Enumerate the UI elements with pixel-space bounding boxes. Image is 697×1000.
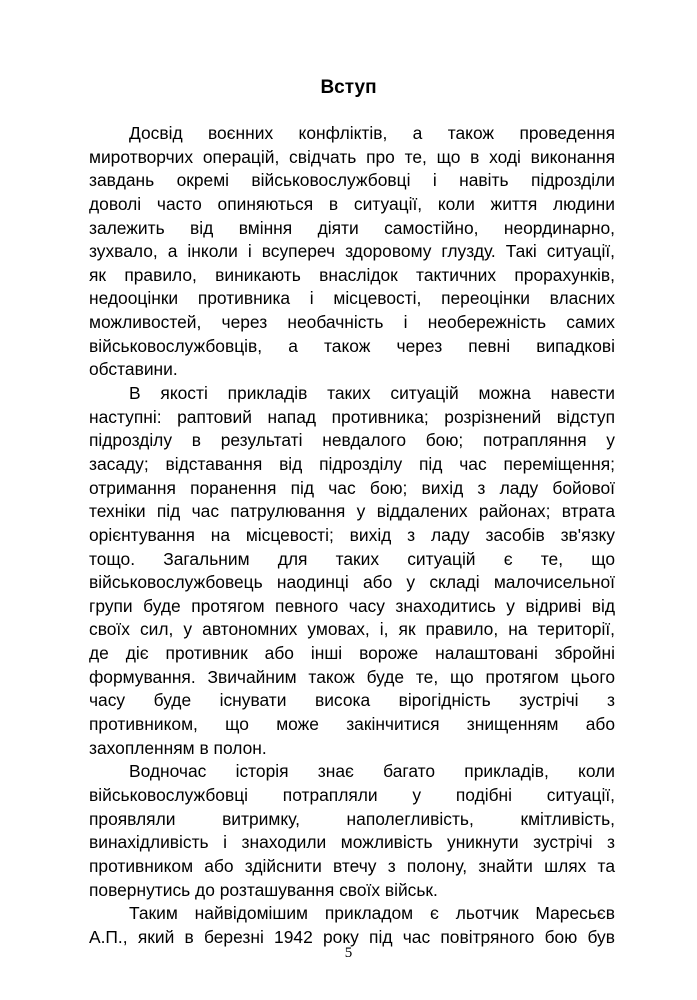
text-line: недооцінки противника і місцевості, переоцінки власних [89,288,615,309]
text-line: завдань окремі військовослужбовці і навіть підрозділи [89,170,615,191]
text-line: своїх сил, у автономних умовах, і, як правило, на території, [89,619,615,640]
text-line: військовослужбовець наодинці або у складі малочисельної [89,572,615,593]
text-line: отримання поранення під час бою; вихід з ладу бойової [89,477,615,498]
text-line: наступні: раптовий напад противника; розрізнений відступ [89,406,615,427]
text-line: підрозділу в результаті невдалого бою; потрапляння у [89,430,615,451]
text-line: тощо. Загальним для таких ситуацій є те, що [89,548,615,569]
body-text [89,122,615,949]
paragraph-1 [89,122,615,382]
text-line: повернутись до розташування своїх військ. [89,879,438,900]
text-line: орієнтування на місцевості; вихід з ладу засобів зв'язку [89,524,615,545]
text-line: військовослужбовців, а також через певні випадкові [89,335,615,356]
paragraph-4 [89,902,615,949]
text-line: як правило, виникають внаслідок тактичних прорахунків, [89,264,615,285]
text-line: обставини. [89,359,178,380]
text-line: можливостей, через необачність і необережність самих [89,312,615,333]
text-line: де діє противник або інші вороже налаштовані збройні [89,643,615,664]
text-line: залежить від вміння діяти самостійно, неординарно, [89,217,615,238]
text-line: зухвало, а інколи і всупереч здоровому глузду. Такі ситуації, [89,241,615,262]
page-title: Вступ [320,77,377,98]
text-line: Досвід воєнних конфліктів, а також проведення [129,123,615,143]
text-line: групи буде протягом певного часу знаходитись у відриві від [89,595,615,616]
text-line: Водночас історія знає багато прикладів, коли [129,761,615,782]
paragraph-2 [89,382,615,760]
text-line: А.П., який в березні 1942 року під час повітряного бою був [89,926,615,947]
text-line: техніки під час патрулювання у віддалених районах; втрата [89,501,615,522]
paragraph-3 [89,760,615,902]
text-line: доволі часто опиняються в ситуації, коли життя людини [89,193,615,214]
text-line: військовослужбовці потрапляли у подібні ситуації, [89,784,615,805]
text-line: часу буде існувати висока вірогідність зустрічі з [89,690,615,711]
text-line: В якості прикладів таких ситуацій можна навести [129,383,615,404]
text-line: Таким найвідомішим прикладом є льотчик Маресьєв [129,903,615,924]
text-line: засаду; відставання від підрозділу під час переміщення; [89,453,615,474]
text-line: захопленням в полон. [89,737,267,758]
page-number: 5 [344,945,353,961]
text-line: винахідливість і знаходили можливість уникнути зустрічі з [89,832,615,853]
text-line: формування. Звичайним також буде те, що протягом цього [89,666,615,687]
text-line: противником або здійснити втечу з полону, знайти шлях та [89,855,615,876]
text-line: миротворчих операцій, свідчать про те, що в ході виконання [89,146,615,167]
text-line: проявляли витримку, наполегливість, кмітливість, [89,808,615,829]
text-line: противником, що може закінчитися знищенням або [89,714,615,735]
